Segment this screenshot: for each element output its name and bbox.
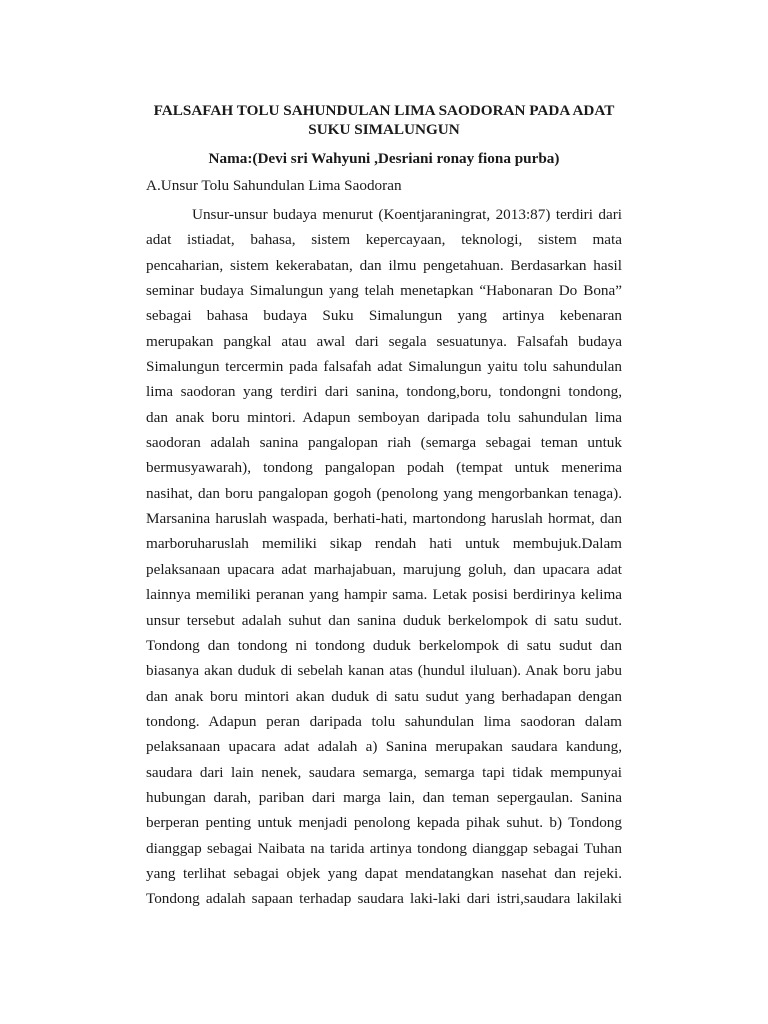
paragraph-line: saodoran adalah sanina pangalopan riah (semarga sebagai teman untuk bbox=[146, 434, 622, 452]
paragraph-line: bermusyawarah), tondong pangalopan podah (tempat untuk menerima bbox=[146, 459, 622, 477]
document-title: FALSAFAH TOLU SAHUNDULAN LIMA SAODORAN PADA ADAT SUKU SIMALUNGUN bbox=[153, 102, 615, 138]
paragraph-line: pelaksanaan upacara adat adalah a) Sanina merupakan saudara kandung, bbox=[146, 738, 622, 756]
paragraph-line: Simalungun tercermin pada falsafah adat Simalungun yaitu tolu sahundulan bbox=[146, 358, 622, 376]
paragraph-line: hubungan darah, pariban dari marga lain, dan teman sepergaulan. Sanina bbox=[146, 788, 622, 806]
paragraph-line: seminar budaya Simalungun yang telah menetapkan “Habonaran Do Bona” bbox=[146, 282, 622, 300]
paragraph-line: dan anak boru mintori. Adapun semboyan daripada tolu sahundulan lima bbox=[146, 408, 622, 426]
paragraph-line: dianggap sebagai Naibata na tarida artinya tondong dianggap sebagai Tuhan bbox=[146, 839, 622, 857]
paragraph-line: Tondong adalah sapaan terhadap saudara laki-laki dari istri,saudara lakilaki bbox=[146, 890, 622, 908]
paragraph-line: merupakan pangkal atau awal dari segala sesuatunya. Falsafah budaya bbox=[146, 332, 622, 350]
paragraph-line: tondong. Adapun peran daripada tolu sahundulan lima saodoran dalam bbox=[146, 712, 622, 730]
paragraph-line: Tondong dan tondong ni tondong duduk berkelompok di satu sudut dan bbox=[146, 636, 622, 654]
paragraph-line: unsur tersebut adalah suhut dan sanina duduk berkelompok di satu sudut. bbox=[146, 611, 622, 629]
paragraph-line: sebagai bahasa budaya Suku Simalungun yang artinya kebenaran bbox=[146, 307, 622, 325]
paragraph-line: nasihat, dan boru pangalopan gogoh (penolong yang mengorbankan tenaga). bbox=[146, 484, 622, 502]
paragraph-line: Unsur-unsur budaya menurut (Koentjaraningrat, 2013:87) terdiri dari bbox=[192, 206, 622, 223]
paragraph-line: pelaksanaan upacara adat marhajabuan, marujung goluh, dan upacara adat bbox=[146, 560, 622, 578]
paragraph-line: saudara dari lain nenek, saudara semarga, semarga tapi tidak mempunyai bbox=[146, 763, 622, 781]
body-paragraph bbox=[146, 202, 622, 912]
paragraph-line: biasanya akan duduk di sebelah kanan atas (hundul iluluan). Anak boru jabu bbox=[146, 662, 622, 680]
paragraph-line: dan anak boru mintori akan duduk di satu sudut yang berhadapan dengan bbox=[146, 687, 622, 705]
paragraph-line: yang terlihat sebagai objek yang dapat mendatangkan nasehat dan rejeki. bbox=[146, 864, 622, 882]
author-names: Nama:(Devi sri Wahyuni ,Desriani ronay fiona purba) bbox=[208, 150, 560, 167]
paragraph-line: berperan penting untuk menjadi penolong kepada pihak suhut. b) Tondong bbox=[146, 814, 622, 832]
paragraph-line: adat istiadat, bahasa, sistem kepercayaan, teknologi, sistem mata bbox=[146, 231, 622, 249]
paragraph-line: Marsanina haruslah waspada, berhati-hati, martondong haruslah hormat, dan bbox=[146, 510, 622, 528]
paragraph-line: pencaharian, sistem kekerabatan, dan ilmu pengetahuan. Berdasarkan hasil bbox=[146, 256, 622, 274]
section-heading: A.Unsur Tolu Sahundulan Lima Saodoran bbox=[146, 177, 402, 194]
paragraph-line: marboruharuslah memiliki sikap rendah hati untuk membujuk.Dalam bbox=[146, 535, 622, 553]
paragraph-line: lima saodoran yang terdiri dari sanina, tondong,boru, tondongni tondong, bbox=[146, 383, 622, 401]
paragraph-line: lainnya memiliki peranan yang hampir sama. Letak posisi berdirinya kelima bbox=[146, 586, 622, 604]
